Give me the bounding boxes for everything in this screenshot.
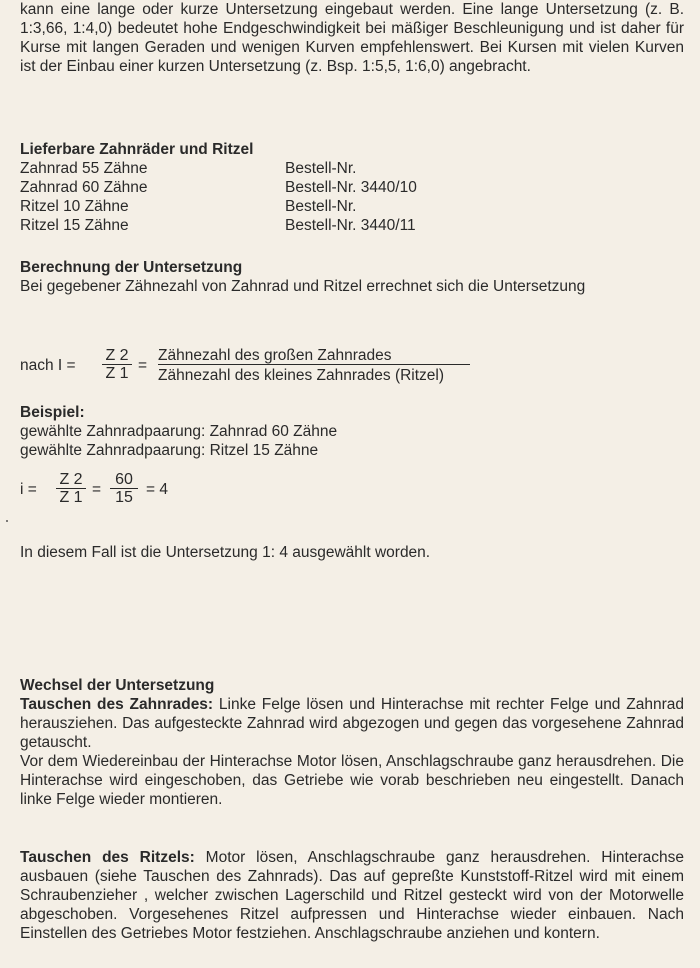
number-fraction	[110, 471, 138, 507]
equals-sign: =	[92, 481, 102, 498]
gear-swap-text: Linke Felge lösen und Hinterachse mit rechter Felge und Zahnrad herausziehen. Das aufgesteckte Zahnrad wird abgezogen und gegen das vorgesehene Zahnrad getauscht.	[20, 696, 684, 751]
parts-row	[20, 159, 480, 178]
part-name: Ritzel 10 Zähne	[20, 198, 129, 215]
i-prefix: i =	[20, 481, 37, 498]
intro-paragraph: kann eine lange oder kurze Untersetzung eingebaut werden. Eine lange Untersetzung (z. B. 1:3,66, 1:4,0) bedeutet hohe Endgeschwindigkeit bei mäßiger Beschleunigung und ist daher für Kurse mit langen Geraden und wenigen Kurven empfehlenswert. Bei Kursen mit vielen Kurven ist der Einbau einer kurzen Untersetzung (z. Bsp. 1:5,5, 1:6,0) angebracht.	[20, 1, 684, 75]
part-order-number: Bestell-Nr.	[285, 160, 357, 177]
gear-swap-paragraph	[20, 695, 684, 752]
z-numerator: Z 2	[102, 347, 132, 365]
word-numerator: Zähnezahl des großen Zahnrades	[158, 347, 470, 365]
number-numerator: 60	[110, 471, 138, 489]
part-order-number: Bestell-Nr.	[285, 198, 357, 215]
pinion-swap-label: Tauschen des Ritzels:	[20, 849, 195, 866]
example-section	[20, 403, 337, 460]
change-heading: Wechsel der Untersetzung	[20, 677, 215, 694]
result-value: = 4	[146, 481, 168, 498]
word-denominator: Zähnezahl des kleines Zahnrades (Ritzel)	[158, 367, 445, 384]
parts-list	[20, 140, 480, 235]
calculation-heading: Berechnung der Untersetzung	[20, 259, 243, 276]
gear-swap-paragraph-2: Vor dem Wiedereinbau der Hinterachse Motor lösen, Anschlagschraube ganz herausdrehen. Die Hinterachse wird eingeschoben, das Getriebe wie vorab beschrieben neu eingestellt. Danach linke Felge wieder montieren.	[20, 753, 684, 808]
z-denominator: Z 1	[105, 365, 129, 382]
example-line-1: gewählte Zahnradpaarung: Zahnrad 60 Zähne	[20, 423, 338, 440]
example-heading: Beispiel:	[20, 404, 85, 421]
parts-row	[20, 197, 480, 216]
example-result: In diesem Fall ist die Untersetzung 1: 4 ausgewählt worden.	[20, 544, 431, 561]
pinion-swap-section	[20, 848, 684, 943]
part-name: Zahnrad 60 Zähne	[20, 179, 148, 196]
calculation-text: Bei gegebener Zähnezahl von Zahnrad und Ritzel errechnet sich die Untersetzung	[20, 278, 586, 295]
z-numerator: Z 2	[56, 471, 86, 489]
change-ratio-section	[20, 676, 684, 809]
number-denominator: 15	[115, 489, 133, 506]
parts-row	[20, 216, 480, 235]
z-fraction	[56, 471, 86, 507]
z-fraction	[102, 347, 132, 383]
part-name: Ritzel 15 Zähne	[20, 217, 129, 234]
equals-sign: =	[138, 357, 148, 374]
gear-swap-label: Tauschen des Zahnrades:	[20, 696, 214, 713]
pinion-swap-text: Motor lösen, Anschlagschraube ganz herausdrehen. Hinterachse ausbauen (siehe Tauschen des Zahnrads). Das auf gepreßte Kunststoff-Ritzel wird mit einem Schraubenzieher , welcher zwischen Lagerschild und Ritzel gesteckt wird von der Motorwelle abgeschoben. Vorgesehenes Ritzel aufpressen und Hinterachse wieder einbauen. Nach Einstellen des Getriebes Motor festziehen. Anschlagschraube anziehen und kontern.	[20, 849, 684, 942]
example-line-2: gewählte Zahnradpaarung: Ritzel 15 Zähne	[20, 442, 319, 459]
part-order-number: Bestell-Nr. 3440/10	[285, 179, 417, 196]
part-name: Zahnrad 55 Zähne	[20, 160, 148, 177]
formula-prefix: nach I =	[20, 357, 76, 374]
calculation-section	[20, 258, 684, 296]
parts-row	[20, 178, 480, 197]
part-order-number: Bestell-Nr. 3440/11	[285, 217, 416, 234]
print-speck	[6, 520, 8, 522]
parts-heading: Lieferbare Zahnräder und Ritzel	[20, 141, 254, 158]
z-denominator: Z 1	[59, 489, 83, 506]
